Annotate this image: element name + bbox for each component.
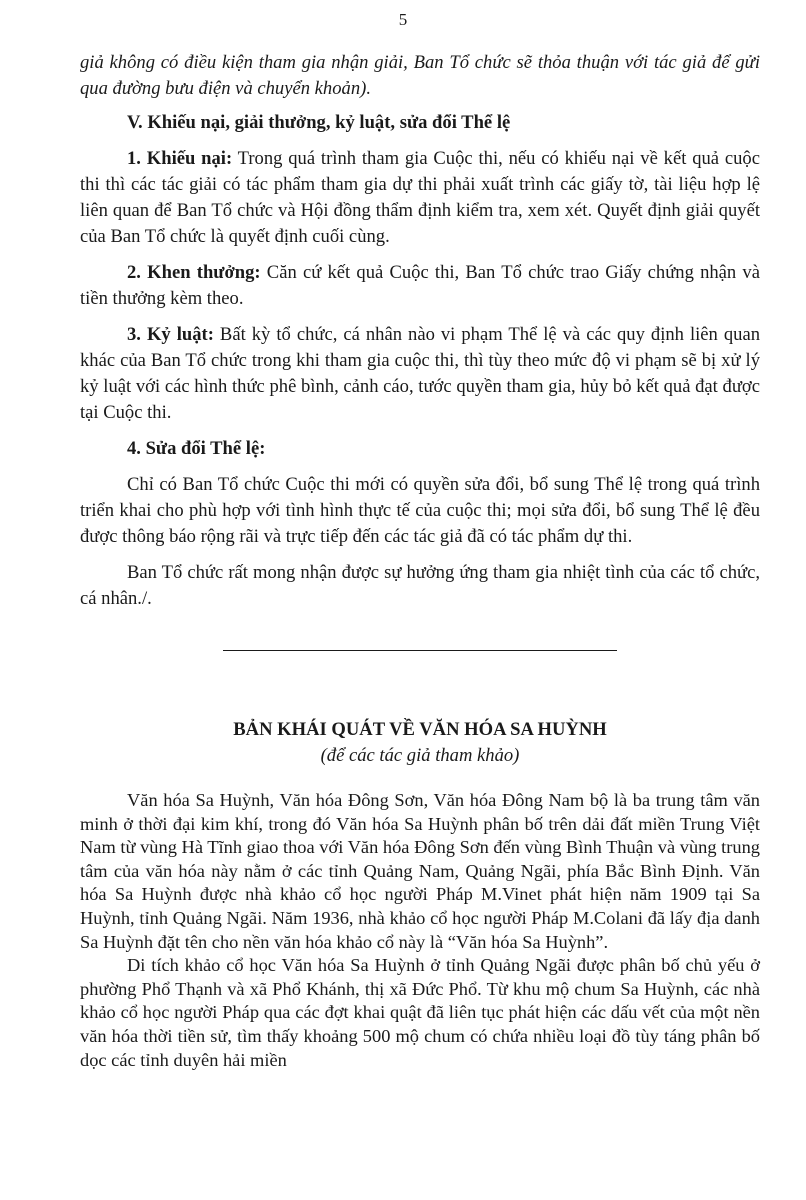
reward-paragraph: [80, 260, 760, 312]
closing-text: Ban Tổ chức rất mong nhận được sự hưởng ứng tham gia nhiệt tình của các tổ chức, cá nhân./.: [80, 562, 760, 609]
section-divider: [223, 650, 617, 651]
overview-subtitle: (để các tác giả tham khảo): [320, 745, 520, 766]
complaint-label: 1. Khiếu nại:: [127, 148, 233, 169]
reward-text: Căn cứ kết quả Cuộc thi, Ban Tổ chức trao Giấy chứng nhận và tiền thưởng kèm theo.: [80, 262, 760, 309]
overview-title: BẢN KHÁI QUÁT VỀ VĂN HÓA SA HUỲNH: [233, 719, 607, 740]
intro-continuation: giả không có điều kiện tham gia nhận giải, Ban Tổ chức sẽ thỏa thuận với tác giả để gửi qua đường bưu điện và chuyển khoản).: [80, 52, 760, 99]
complaint-paragraph: [80, 146, 760, 250]
discipline-paragraph: [80, 322, 760, 426]
page-number: 5: [398, 10, 408, 29]
section-v-heading: V. Khiếu nại, giải thưởng, kỷ luật, sửa đổi Thể lệ: [127, 112, 511, 133]
discipline-text: Bất kỳ tổ chức, cá nhân nào vi phạm Thể lệ và các quy định liên quan khác của Ban Tổ chức trong khi tham gia cuộc thi, thì tùy theo mức độ vi phạm sẽ bị xử lý kỷ luật với các hình thức phê bình, cảnh cáo, tước quyền tham gia, hủy bỏ kết quả đạt được tại Cuộc thi.: [80, 324, 760, 423]
amendment-text: Chỉ có Ban Tổ chức Cuộc thi mới có quyền sửa đổi, bổ sung Thể lệ trong quá trình triển khai cho phù hợp với tình hình thực tế của cuộc thi; mọi sửa đổi, bổ sung Thể lệ đều được thông báo rộng rãi và trực tiếp đến các tác giả đã có tác phẩm dự thi.: [80, 474, 760, 547]
document-body: [80, 50, 760, 1072]
overview-paragraph-2: Di tích khảo cổ học Văn hóa Sa Huỳnh ở tỉnh Quảng Ngãi được phân bố chủ yếu ở phường Phổ Thạnh và xã Phổ Khánh, thị xã Đức Phổ. Từ khu mộ chum Sa Huỳnh, các nhà khảo cổ học người Pháp qua các đợt khai quật đã liên tục phát hiện các dấu vết của một nền văn hóa thời tiền sử, tìm thấy khoảng 500 mộ chum có chứa nhiều loại đồ tùy táng phân bố dọc các tỉnh duyên hải miền: [80, 955, 760, 1070]
overview-body: [80, 789, 760, 1072]
complaint-text: Trong quá trình tham gia Cuộc thi, nếu có khiếu nại về kết quả cuộc thi thì các tác giải có tác phẩm tham gia dự thi phải xuất trình các giấy tờ, tài liệu hợp lệ liên quan để Ban Tổ chức và Hội đồng thẩm định kiểm tra, xem xét. Quyết định giải quyết của Ban Tổ chức là quyết định cuối cùng.: [80, 148, 760, 247]
amendment-heading: 4. Sửa đổi Thể lệ:: [127, 438, 266, 459]
discipline-label: 3. Kỷ luật:: [127, 324, 214, 345]
overview-paragraph-1: Văn hóa Sa Huỳnh, Văn hóa Đông Sơn, Văn hóa Đông Nam bộ là ba trung tâm văn minh ở thời đại kim khí, trong đó Văn hóa Sa Huỳnh phân bố trên dải đất miền Trung Việt Nam từ vùng Hà Tĩnh giao thoa với Văn hóa Đông Sơn đến vùng Bình Thuận và vùng trung tâm của văn hóa này nằm ở các tỉnh Quảng Nam, Quảng Ngãi, phía Bắc Bình Định. Văn hóa Sa Huỳnh được nhà khảo cổ học người Pháp M.Vinet phát hiện năm 1909 tại Sa Huỳnh, tỉnh Quảng Ngãi. Năm 1936, nhà khảo cổ học người Pháp M.Colani đã lấy địa danh Sa Huỳnh đặt tên cho nền văn hóa khảo cổ này là “Văn hóa Sa Huỳnh”.: [80, 790, 760, 952]
reward-label: 2. Khen thưởng:: [127, 262, 261, 283]
